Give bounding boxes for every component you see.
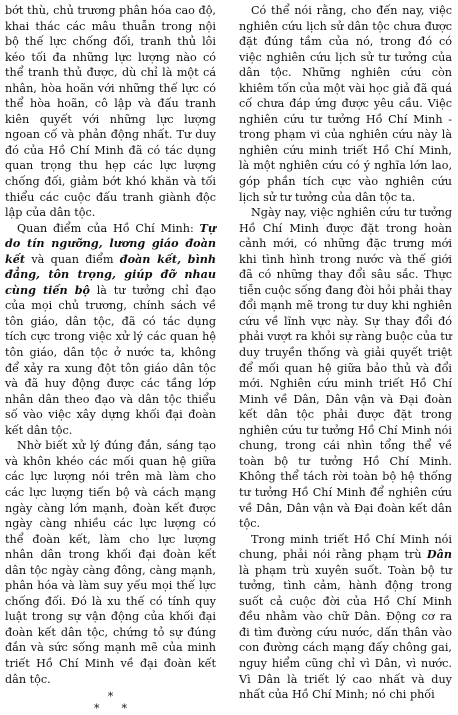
paragraph-new-context: Ngày nay, việc nghiên cứu tư tưởng Hồ Chí Minh được đặt trong hoàn cảnh mới, có những đặc trưng mới khi tình hình trong nước và thế giới đã có những thay đổi sâu sắc. Thực tiễn cuộc sống đang đòi hỏi phải thay đổi mạnh mẽ trong tư duy khi nghiên cứu về lĩnh vực này. Sự thay đổi đó phải vượt ra khỏi sự ràng buộc của tư duy truyền thống và giải quyết triệt để mối quan hệ giữa bảo thủ và đổi mới. Nghiên cứu minh triết Hồ Chí Minh về Dân, Dân vận và Đại đoàn kết dân tộc phải được đặt trong nghiên cứu tư tưởng Hồ Chí Minh nói chung, trong cái nhìn tổng thể về toàn bộ tư tưởng Hồ Chí Minh. Không thể tách rời toàn bộ hệ thống tư tưởng Hồ Chí Minh để nghiên cứu về Dân, Dân vận và Đại đoàn kết dân tộc. — [239, 206, 452, 531]
separator-star-top: * — [107, 690, 114, 704]
separator-star-left: * — [94, 702, 100, 715]
paragraph-research-history: Có thể nói rằng, cho đến nay, việc nghiên cứu lịch sử dân tộc chưa được đặt đúng tầm của nó, trong đó có việc nghiên cứu lịch sử tư tưởng của dân tộc. Những nghiên cứu còn khiêm tốn của một vài học giả đã quá cố chưa đáp ứng được yêu cầu. Việc nghiên cứu tư tưởng Hồ Chí Minh - trong phạm vi của nghiên cứu này là nghiên cứu minh triết Hồ Chí Minh, là một nghiên cứu có ý nghĩa lớn lao, góp phần tích cực vào nghiên cứu lịch sử tư tưởng của dân tộc ta. — [239, 4, 452, 204]
paragraph-religion-ethnicity — [5, 221, 216, 439]
separator-star-right: * — [121, 702, 127, 715]
paragraph-text: và quan điểm — [25, 252, 120, 266]
emphasis-text: đoàn kết, bình đẳng, tôn trọng, giúp đỡ nhau cùng tiến bộ — [5, 251, 216, 297]
emphasis-text: Tự do tín ngưỡng, lương giáo đoàn kết — [5, 220, 216, 266]
paragraph-text: là phạm trù xuyên suốt. Toàn bộ tư tưởng, tình cảm, hành động trong suốt cả cuộc đời của Hồ Chí Minh đều nhằm vào chữ Dân. Động cơ ra đi tìm đường cứu nước, dấn thân vào con đường cách mạng đấy chông gai, nguy hiểm cũng chỉ vì Dân, vì nước. Vì Dân là triết lý cao nhất và duy nhất của Hồ Chí Minh; nó chi phối — [239, 563, 452, 702]
separator-star-row — [5, 703, 216, 715]
paragraph-text: Trong minh triết Hồ Chí Minh nói chung, phải nói rằng phạm trù — [239, 532, 452, 562]
paragraph-unity-law: Nhờ biết xử lý đúng đắn, sáng tạo và khôn khéo các mối quan hệ giữa các lực lượng nói trên mà làm cho các lực lượng tiến bộ và cách mạng ngày càng lớn mạnh, đoàn kết được ngày càng nhiều các lực lượng có thể đoàn kết, làm cho lực lượng nhân dân trong khối đại đoàn kết dân tộc ngày càng đông, càng mạnh, phân hóa và làm suy yếu mọi thế lực chống đối. Đó là xu thế có tính quy luật trong sự vận động của khối đại đoàn kết dân tộc, chứng tỏ sự đúng đắn và sức sống mạnh mẽ của minh triết Hồ Chí Minh về đại đoàn kết dân tộc. — [5, 439, 216, 686]
section-separator — [5, 691, 216, 715]
paragraph-text: Quan điểm của Hồ Chí Minh: — [17, 221, 200, 235]
left-column — [5, 3, 216, 715]
paragraph-text: là tư tưởng chỉ đạo của mọi chủ trương, chính sách về tôn giáo, dân tộc, đã có tác dụng tích cực trong việc xử lý các quan hệ tôn giáo, dân tộc ở nước ta, không để xảy ra xung đột tôn giáo dân tộc và đã huy động được các tầng lớp nhân dân theo đạo và dân tộc thiểu số vào việc xây dựng khối đại đoàn kết dân tộc. — [5, 283, 216, 437]
paragraph-people-category — [239, 532, 452, 703]
emphasis-text: Dân — [426, 547, 452, 562]
paragraph-continued: bớt thù, chủ trương phân hóa cao độ, khai thác các mâu thuẫn trong nội bộ thế lực chống đối, tranh thủ lôi kéo tối đa những lực lượng nào có thể tranh thủ được, dù chỉ là một cá nhân, hòa hoãn với những thế lực có thể hòa hoãn, cô lập và đấu tranh kiên quyết với những lực lượng ngoan cố và phản động nhất. Tư duy đó của Hồ Chí Minh đã có tác dụng quan trọng thu hẹp các lực lượng chống đối, giảm bớt khó khăn và tối thiểu các cuộc đấu tranh giành độc lập của dân tộc. — [5, 4, 216, 220]
right-column — [239, 3, 452, 703]
